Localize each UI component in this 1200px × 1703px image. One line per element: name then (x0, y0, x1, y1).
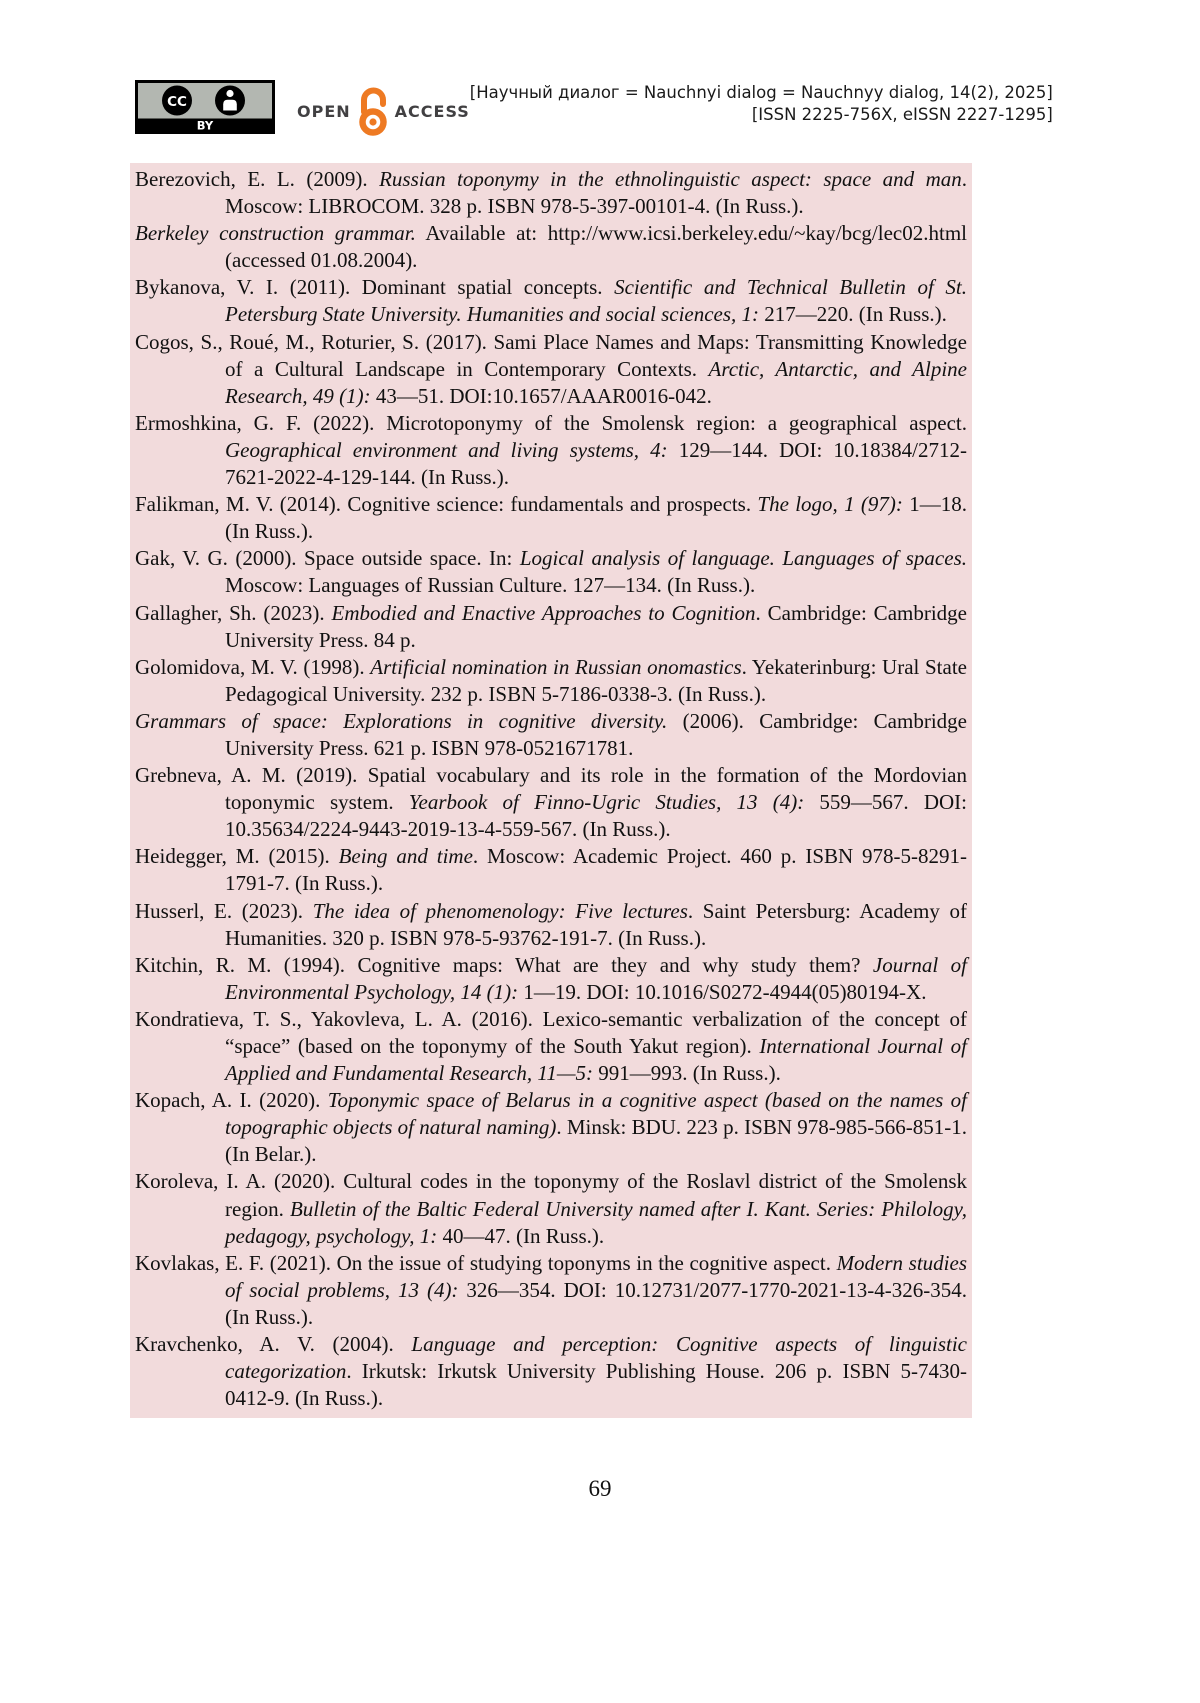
reference-title-italic: Journal of Environmental Psychology, 14 (1): (225, 952, 968, 1004)
reference-text: 559—567. DOI: 10.35634/2224-9443-2019-13-4-559-567. (In Russ.). (225, 790, 967, 842)
open-access-logo (297, 86, 470, 136)
cc-by-label: BY (196, 118, 214, 133)
reference-title-italic: Scientific and Technical Bulletin of St. Petersburg State University. Humanities and social sciences, 1: (225, 275, 967, 327)
reference-text: . Irkutsk: Irkutsk University Publishing House. 206 p. ISBN 5-7430-0412-9. (In Russ.). (225, 1359, 967, 1411)
reference-text: Cogos, S., Roué, M., Roturier, S. (2017). Sami Place Names and Maps: Transmitting Knowledge of a Cultural Landscape in Contemporary Contexts. (135, 329, 967, 381)
reference-entry (135, 843, 967, 897)
reference-title-italic: Logical analysis of language. Languages of spaces. (519, 546, 967, 571)
reference-text: . Minsk: BDU. 223 p. ISBN 978-985-566-851-1. (In Belar.). (225, 1115, 967, 1167)
reference-text: Kopach, A. I. (2020). (135, 1088, 328, 1113)
journal-info (470, 82, 1053, 126)
reference-text: Kitchin, R. M. (1994). Cognitive maps: What are they and why study them? (135, 952, 873, 977)
reference-entry (135, 491, 967, 545)
reference-text: 217—220. (In Russ.). (759, 302, 947, 327)
reference-title-italic: Being and time (338, 844, 473, 869)
reference-entry (135, 1250, 967, 1331)
reference-text: Golomidova, M. V. (1998). (135, 654, 371, 679)
reference-title-italic: The idea of phenomenology: Five lectures (312, 898, 688, 923)
reference-text: . Moscow: Academic Project. 460 p. ISBN 978-5-8291-1791-7. (In Russ.). (225, 844, 968, 896)
reference-text: Ermoshkina, G. F. (2022). Microtoponymy of the Smolensk region: a geographical aspect. (135, 410, 967, 435)
reference-entry (135, 1168, 967, 1249)
open-access-open-label: OPEN (297, 101, 351, 121)
reference-text: 129—144. DOI: 10.18384/2712-7621-2022-4-129-144. (In Russ.). (225, 437, 967, 490)
reference-entry (135, 1087, 967, 1168)
reference-entry (135, 329, 967, 410)
reference-text: 43—51. DOI:10.1657/AAAR0016-042. (370, 383, 712, 408)
reference-text: 1—18. (In Russ.). (225, 492, 967, 544)
reference-text: Kravchenko, A. V. (2004). (135, 1332, 412, 1357)
reference-title-italic: Berkeley construction grammar. (135, 221, 416, 246)
reference-text: Koroleva, I. A. (2020). Cultural codes in the toponymy of the Roslavl district of the Smolensk region. (135, 1169, 967, 1221)
reference-entry (135, 274, 967, 328)
reference-title-italic: Bulletin of the Baltic Federal University named after I. Kant. Series: Philology, pedagogy, psychology, 1: (225, 1196, 967, 1248)
reference-entry (135, 654, 967, 708)
reference-text: Bykanova, V. I. (2011). Dominant spatial concepts. (135, 275, 615, 300)
open-access-access-label: ACCESS (394, 101, 470, 121)
reference-title-italic: Yearbook of Finno-Ugric Studies, 13 (4): (408, 790, 805, 815)
reference-entry (135, 708, 967, 762)
reference-text: 326—354. DOI: 10.12731/2077-1770-2021-13-4-326-354. (In Russ.). (225, 1277, 967, 1329)
reference-title-italic: Toponymic space of Belarus in a cognitive aspect (based on the names of topographic objects of natural naming) (225, 1088, 967, 1140)
page-header (135, 80, 1053, 136)
reference-entry (135, 1331, 967, 1412)
reference-text: (2006). Cambridge: Cambridge University Press. 621 p. ISBN 978-0521671781. (225, 708, 967, 760)
reference-entry (135, 220, 967, 274)
reference-title-italic: International Journal of Applied and Fundamental Research, 11—5: (225, 1034, 967, 1086)
journal-title-line: [Научный диалог = Nauchnyi dialog = Nauchnyy dialog, 14(2), 2025] (469, 83, 1053, 102)
reference-text: 1—19. DOI: 10.1016/S0272-4944(05)80194-X. (518, 979, 927, 1004)
journal-issn-line: [ISSN 2225-756X, eISSN 2227-1295] (751, 105, 1053, 124)
reference-title-italic: Artificial nomination in Russian onomastics (370, 654, 742, 679)
reference-title-italic: Embodied and Enactive Approaches to Cognition (331, 600, 756, 625)
reference-text: 991—993. (In Russ.). (593, 1061, 781, 1086)
reference-text: Berezovich, E. L. (2009). (135, 167, 380, 191)
reference-text: Moscow: Languages of Russian Culture. 127—134. (In Russ.). (225, 573, 756, 598)
reference-text: . Saint Petersburg: Academy of Humanities. 320 p. ISBN 978-5-93762-191-7. (In Russ.). (225, 898, 967, 950)
reference-entry (135, 952, 967, 1006)
reference-text: Kovlakas, E. F. (2021). On the issue of studying toponyms in the cognitive aspect. (135, 1250, 837, 1275)
reference-entry (135, 166, 967, 220)
reference-title-italic: Arctic, Antarctic, and Alpine Research, 49 (1): (225, 356, 967, 408)
reference-entry (135, 410, 967, 491)
open-lock-icon (355, 86, 391, 136)
reference-title-italic: Modern studies of social problems, 13 (4): (225, 1250, 967, 1302)
cc-letters: CC (167, 94, 187, 110)
person-icon (215, 86, 245, 116)
reference-entry (135, 762, 967, 843)
reference-title-italic: The logo, 1 (97): (757, 492, 903, 517)
references-list (130, 163, 972, 1418)
reference-text: Gallagher, Sh. (2023). (135, 600, 332, 625)
page-number: 69 (588, 1476, 612, 1501)
reference-title-italic: Geographical environment and living systems, 4: (225, 437, 668, 462)
reference-entry (135, 600, 967, 654)
reference-text: 40—47. (In Russ.). (437, 1223, 605, 1248)
reference-title-italic: Russian toponymy in the ethnolinguistic aspect: space and man (379, 167, 962, 191)
reference-entry (135, 898, 967, 952)
reference-text: Heidegger, M. (2015). (135, 844, 339, 869)
cc-icon (162, 86, 192, 116)
reference-entry (135, 545, 967, 599)
reference-entry (135, 1006, 967, 1087)
reference-text: . Moscow: LIBROCOM. 328 p. ISBN 978-5-397-00101-4. (In Russ.). (225, 167, 967, 219)
reference-text: Falikman, M. V. (2014). Cognitive science: fundamentals and prospects. (135, 492, 758, 517)
reference-text: Husserl, E. (2023). (135, 898, 313, 923)
reference-title-italic: Language and perception: Cognitive aspects of linguistic categorization (225, 1332, 967, 1384)
reference-text: Grebneva, A. M. (2019). Spatial vocabulary and its role in the formation of the Mordovian toponymic system. (135, 763, 967, 815)
reference-text: . Cambridge: Cambridge University Press. 84 p. (225, 600, 967, 652)
reference-text: Gak, V. G. (2000). Space outside space. In: (135, 546, 520, 571)
cc-by-license-badge (135, 80, 275, 134)
reference-title-italic: Grammars of space: Explorations in cognitive diversity. (135, 708, 668, 733)
reference-text: Kondratieva, T. S., Yakovleva, L. A. (2016). Lexico-semantic verbalization of the concept of “space” (based on the toponymy of the South Yakut region). (135, 1006, 967, 1058)
reference-text: . Yekaterinburg: Ural State Pedagogical University. 232 p. ISBN 5-7186-0338-3. (In Russ.). (225, 654, 967, 706)
reference-text: Available at: http://www.icsi.berkeley.edu/~kay/bcg/lec02.html (accessed 01.08.2004). (225, 221, 967, 273)
